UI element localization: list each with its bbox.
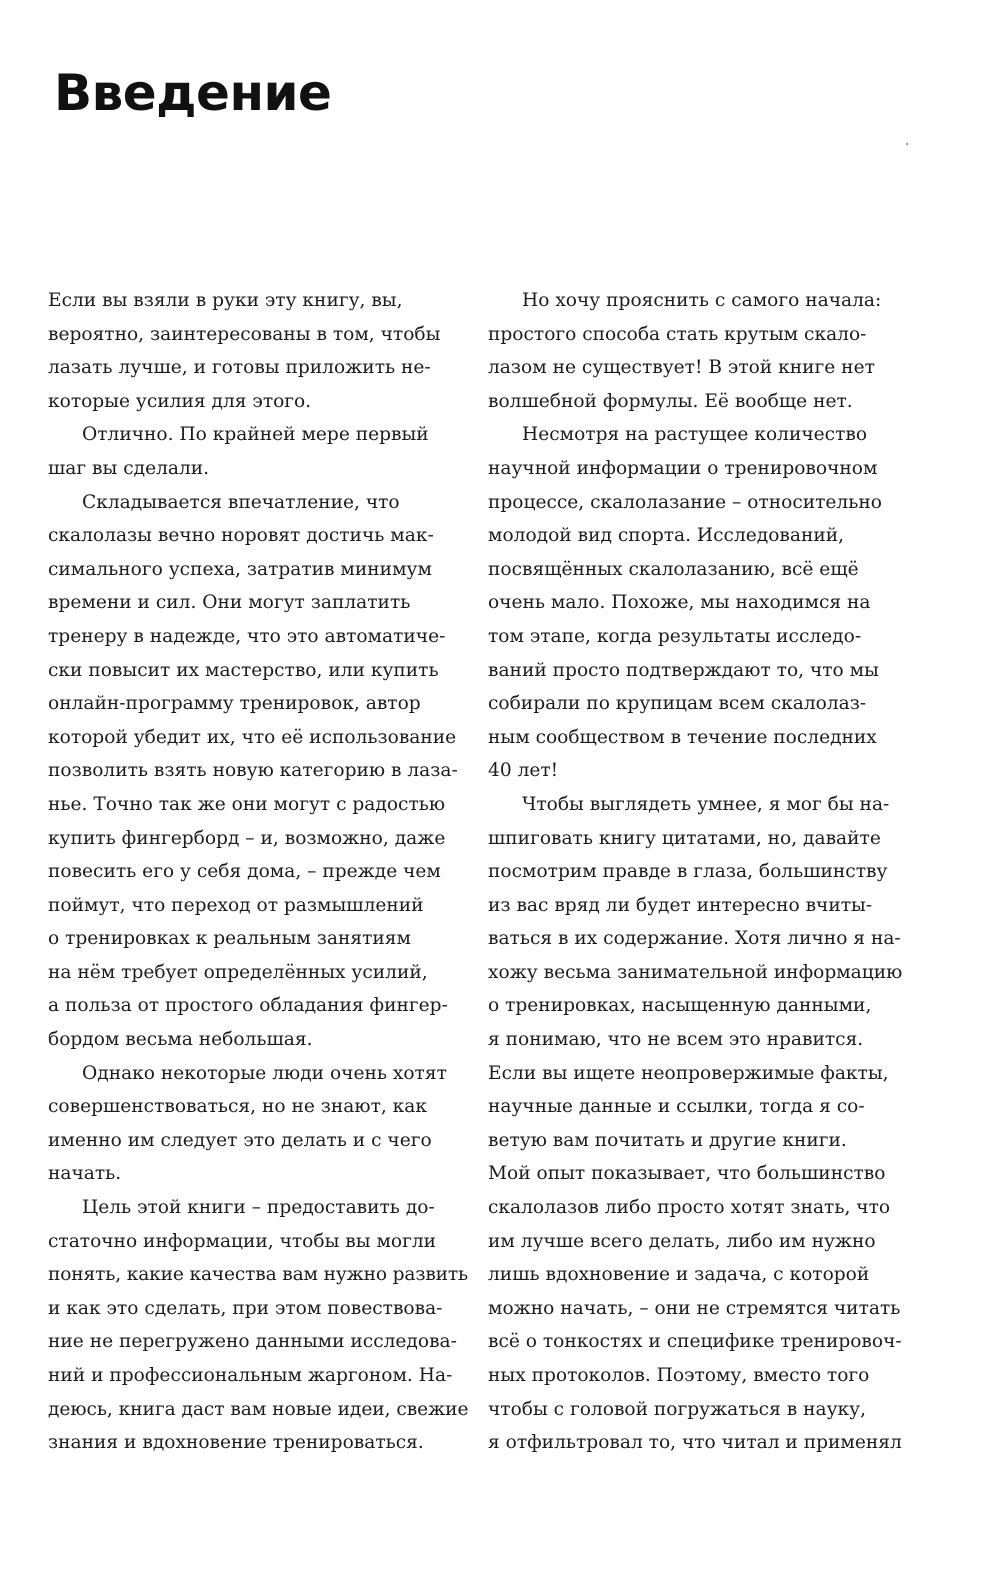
text-line: чтобы с головой погружаться в науку, xyxy=(488,1398,867,1420)
text-line: Если вы ищете неопровержимые факты, xyxy=(488,1062,889,1084)
text-line: онлайн-программу тренировок, автор xyxy=(48,693,421,715)
text-line: ным сообществом в течение последних xyxy=(488,726,877,748)
text-line: лазом не существует! В этой книге нет xyxy=(488,357,875,379)
text-line: именно им следует это делать и с чего xyxy=(48,1129,432,1151)
text-line: на нём требует определённых усилий, xyxy=(48,961,428,983)
text-column-left xyxy=(48,284,468,1460)
text-line: молодой вид спорта. Исследований, xyxy=(488,525,845,547)
text-column-right xyxy=(488,284,908,1460)
text-line: лазать лучше, и готовы приложить не- xyxy=(48,357,431,379)
text-line: я понимаю, что не всем это нравится. xyxy=(488,1029,864,1051)
text-line: ваться в их содержание. Хотя лично я на- xyxy=(488,928,901,950)
text-line: Но хочу прояснить с самого начала: xyxy=(522,290,882,311)
text-line: времени и сил. Они могут заплатить xyxy=(48,592,411,614)
text-line: хожу весьма занимательной информацию xyxy=(488,961,903,983)
text-line: Цель этой книги – предоставить до- xyxy=(82,1197,435,1219)
text-line: о тренировках к реальным занятиям xyxy=(48,928,411,950)
scan-speck xyxy=(906,143,908,145)
text-line: научной информации о тренировочном xyxy=(488,457,878,479)
text-line: собирали по крупицам всем скалолаз- xyxy=(488,693,867,715)
text-line: Если вы взяли в руки эту книгу, вы, xyxy=(48,290,403,311)
text-line: всё о тонкостях и специфике тренировоч- xyxy=(488,1331,902,1353)
text-line: бордом весьма небольшая. xyxy=(48,1029,313,1051)
page-title: Введение xyxy=(54,64,332,122)
text-line: о тренировках, насыщенную данными, xyxy=(488,995,872,1017)
text-line: из вас вряд ли будет интересно вчиты- xyxy=(488,894,873,916)
text-line: деюсь, книга даст вам новые идеи, свежие xyxy=(48,1398,469,1420)
text-line: симального успеха, затратив минимум xyxy=(48,558,432,580)
text-line: лишь вдохновение и задача, с которой xyxy=(488,1264,870,1286)
text-line: тренеру в надежде, что это автоматиче- xyxy=(48,625,446,647)
text-line: ний и профессиональным жаргоном. На- xyxy=(48,1365,453,1386)
text-line: очень мало. Похоже, мы находимся на xyxy=(488,592,871,614)
text-line: и как это сделать, при этом повествова- xyxy=(48,1297,443,1319)
text-line: шпиговать книгу цитатами, но, давайте xyxy=(488,827,881,849)
text-line: им лучше всего делать, либо им нужно xyxy=(488,1230,876,1252)
text-line: Отлично. По крайней мере первый xyxy=(82,424,429,446)
text-line: я отфильтровал то, что читал и применял xyxy=(488,1432,902,1454)
text-line: научные данные и ссылки, тогда я со- xyxy=(488,1096,865,1118)
text-line: ных протоколов. Поэтому, вместо того xyxy=(488,1365,870,1386)
text-line: Чтобы выглядеть умнее, я мог бы на- xyxy=(522,793,890,815)
text-line: ваний просто подтверждают то, что мы xyxy=(488,659,879,681)
text-line: Несмотря на растущее количество xyxy=(522,424,868,446)
text-line: которой убедит их, что её использование xyxy=(48,726,457,748)
text-line: которые усилия для этого. xyxy=(48,390,312,412)
text-line: простого способа стать крутым скало- xyxy=(488,323,867,345)
text-line: скалолазы вечно норовят достичь мак- xyxy=(48,525,434,547)
text-line: начать. xyxy=(48,1163,122,1185)
text-line: а польза от простого обладания фингер- xyxy=(48,995,448,1017)
text-line: процессе, скалолазание – относительно xyxy=(488,491,882,513)
text-line: понять, какие качества вам нужно развить xyxy=(48,1264,469,1286)
text-line: 40 лет! xyxy=(488,760,559,782)
text-line: шаг вы сделали. xyxy=(48,457,210,479)
text-line: ски повысит их мастерство, или купить xyxy=(48,659,439,681)
text-line: посвящённых скалолазанию, всё ещё xyxy=(488,558,859,580)
text-line: вероятно, заинтересованы в том, чтобы xyxy=(48,323,441,345)
text-line: повесить его у себя дома, – прежде чем xyxy=(48,861,441,883)
text-line: Складывается впечатление, что xyxy=(82,491,400,513)
text-line: нье. Точно так же они могут с радостью xyxy=(48,793,446,815)
text-line: скалолазов либо просто хотят знать, что xyxy=(488,1197,891,1219)
text-line: статочно информации, чтобы вы могли xyxy=(48,1230,437,1252)
text-line: волшебной формулы. Её вообще нет. xyxy=(488,390,853,412)
text-line: посмотрим правде в глаза, большинству xyxy=(488,861,888,883)
text-line: том этапе, когда результаты исследо- xyxy=(488,625,862,647)
text-line: Однако некоторые люди очень хотят xyxy=(82,1062,447,1084)
text-line: ветую вам почитать и другие книги. xyxy=(488,1129,847,1151)
text-line: совершенствоваться, но не знают, как xyxy=(48,1096,428,1118)
text-line: позволить взять новую категорию в лаза- xyxy=(48,760,458,782)
text-line: можно начать, – они не стремятся читать xyxy=(488,1297,901,1319)
text-line: знания и вдохновение тренироваться. xyxy=(48,1432,424,1454)
text-line: Мой опыт показывает, что большинство xyxy=(488,1163,886,1185)
text-line: купить фингерборд – и, возможно, даже xyxy=(48,827,446,849)
text-line: поймут, что переход от размышлений xyxy=(48,894,424,916)
text-line: ние не перегружено данными исследова- xyxy=(48,1331,457,1353)
